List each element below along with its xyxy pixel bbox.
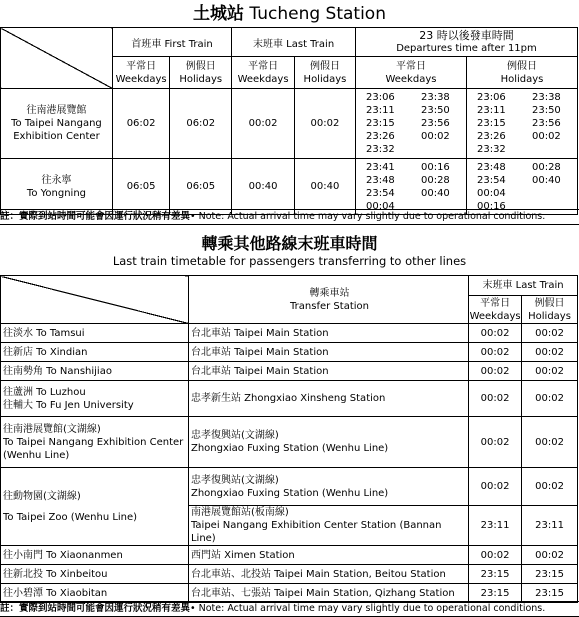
table-row xyxy=(1,417,578,468)
time: 00:16 xyxy=(420,162,450,173)
weekdays-zh: 平常日 xyxy=(248,60,279,72)
destination-line: To Taipei Zoo (Wenhu Line) xyxy=(3,511,138,523)
header-holidays xyxy=(522,296,578,324)
time: 23:50 xyxy=(420,105,450,116)
station-line: 忠孝復興站(文湖線) xyxy=(190,474,279,486)
first-holiday-time: 06:02 xyxy=(170,89,232,159)
destination: 往小碧潭 To Xiaobitan xyxy=(1,584,189,603)
weekdays-en: Weekdays xyxy=(469,310,521,322)
weekdays-zh: 平常日 xyxy=(126,60,157,72)
destination xyxy=(1,468,189,546)
time: 23:48 xyxy=(476,162,506,173)
time: 23:32 xyxy=(476,144,506,155)
header-after-11pm xyxy=(355,28,577,57)
header-first-train: 首班車 First Train xyxy=(112,28,231,57)
destination-line: (Wenhu Line) xyxy=(3,449,70,461)
direction-en: To Yongning xyxy=(26,187,86,199)
direction-zh: 往永寧 xyxy=(41,174,72,186)
holidays-zh: 例假日 xyxy=(309,60,340,72)
header-after-11pm-zh: 23 時以後發車時間 xyxy=(419,29,514,42)
transfer-station-en: Transfer Station xyxy=(290,300,369,312)
holiday-time: 00:02 xyxy=(522,468,578,506)
note-en: • Note: Actual arrival time may vary slightly due to operational conditions. xyxy=(190,211,546,222)
note-zh: 註：實際到站時間可能會因運行狀況稍有差異 xyxy=(0,603,191,614)
header-first-weekdays xyxy=(112,57,169,89)
weekdays-zh: 平常日 xyxy=(395,60,426,72)
header-weekdays xyxy=(469,296,522,324)
holidays-en: Holidays xyxy=(179,73,223,85)
after-weekday-times xyxy=(355,89,466,159)
holiday-time: 00:02 xyxy=(522,381,578,417)
holiday-time: 00:02 xyxy=(522,546,578,565)
transfer-station: 台北車站、北投站 Taipei Main Station, Beitou Station xyxy=(188,565,468,584)
header-transfer-station xyxy=(188,276,468,324)
transfer-station: 西門站 Ximen Station xyxy=(188,546,468,565)
direction-cell xyxy=(1,89,113,159)
transfer-station xyxy=(188,468,468,506)
transfer-station: 台北車站、七張站 Taipei Main Station, Qizhang Station xyxy=(188,584,468,603)
time: 23:11 xyxy=(476,105,506,116)
first-weekday-time: 06:02 xyxy=(112,89,169,159)
time: 00:02 xyxy=(420,131,450,142)
transfer-title-en: Last train timetable for passengers transferring to other lines xyxy=(112,254,467,268)
time: 23:26 xyxy=(365,131,395,142)
note-bottom xyxy=(0,601,579,617)
weekday-time: 23:15 xyxy=(469,584,522,603)
transfer-station xyxy=(188,417,468,468)
transfer-station xyxy=(188,506,468,546)
title-en: Tucheng Station xyxy=(249,4,386,24)
time: 23:15 xyxy=(476,118,506,129)
time: 23:54 xyxy=(476,175,506,186)
weekday-time: 23:15 xyxy=(469,565,522,584)
table-row xyxy=(1,324,578,343)
header-last-train: 末班車 Last Train xyxy=(469,276,578,296)
transfer-station-zh: 轉乘車站 xyxy=(309,287,350,299)
station-line: 忠孝復興站(文湖線) xyxy=(190,430,279,441)
header-after-holidays xyxy=(466,57,577,89)
note-zh: 註：實際到站時間可能會因運行狀況稍有差異 xyxy=(0,211,191,222)
table-row xyxy=(1,468,578,506)
after-weekday-times xyxy=(355,159,466,215)
table-row xyxy=(1,565,578,584)
holiday-time: 23:15 xyxy=(522,584,578,603)
holidays-en: Holidays xyxy=(528,310,571,322)
time: 00:40 xyxy=(420,188,450,199)
time xyxy=(421,143,466,156)
time: 23:26 xyxy=(476,131,506,142)
first-weekday-time: 06:05 xyxy=(112,159,169,215)
header-corner xyxy=(1,276,189,324)
holidays-zh: 例假日 xyxy=(534,297,565,309)
station-line: Zhongxiao Fuxing Station (Wenhu Line) xyxy=(190,487,389,499)
destination-line: 往輔大 To Fu Jen University xyxy=(3,399,134,411)
direction-en-2: Exhibition Center xyxy=(13,131,100,142)
time: 00:28 xyxy=(531,162,561,173)
last-holiday-time: 00:40 xyxy=(294,159,355,215)
time: 23:56 xyxy=(531,118,561,129)
time: 00:40 xyxy=(531,175,561,186)
table-row xyxy=(1,343,578,362)
destination: 往新北投 To Xinbeitou xyxy=(1,565,189,584)
weekday-time: 00:02 xyxy=(469,417,522,468)
station-line: 南港展覽館站(板南線) xyxy=(190,507,289,518)
transfer-station: 台北車站 Taipei Main Station xyxy=(188,324,468,343)
holiday-time: 00:02 xyxy=(522,343,578,362)
header-last-train: 末班車 Last Train xyxy=(232,28,356,57)
time: 23:54 xyxy=(365,188,395,199)
row-nangang xyxy=(1,89,578,159)
holidays-en: Holidays xyxy=(303,73,347,85)
time: 23:48 xyxy=(365,175,395,186)
destination xyxy=(1,381,189,417)
holidays-zh: 例假日 xyxy=(506,60,537,72)
destination-line: 往動物園(文湖線) xyxy=(3,490,81,502)
transfer-title-zh: 轉乘其他路線末班車時間 xyxy=(201,234,378,253)
weekday-time: 00:02 xyxy=(469,381,522,417)
time: 23:11 xyxy=(365,105,395,116)
holiday-time: 00:02 xyxy=(522,417,578,468)
station-line: Taipei Nangang Exhibition Center Station (Bannan Line) xyxy=(190,520,442,544)
header-corner xyxy=(1,28,113,89)
weekdays-zh: 平常日 xyxy=(480,297,511,309)
first-last-train-table xyxy=(0,27,578,215)
time: 23:06 xyxy=(365,92,395,103)
time: 23:56 xyxy=(420,118,450,129)
weekdays-en: Weekdays xyxy=(115,73,167,85)
destination: 往南勢角 To Nanshijiao xyxy=(1,362,189,381)
holiday-time: 00:02 xyxy=(522,324,578,343)
time: 00:04 xyxy=(476,188,506,199)
weekday-time: 00:02 xyxy=(469,343,522,362)
time xyxy=(532,187,577,200)
time: 23:32 xyxy=(365,144,395,155)
last-weekday-time: 00:40 xyxy=(232,159,295,215)
destination-line: To Taipei Nangang Exhibition Center xyxy=(3,436,184,448)
destination: 往新店 To Xindian xyxy=(1,343,189,362)
holiday-time: 23:11 xyxy=(522,506,578,546)
transfer-table xyxy=(0,275,578,603)
transfer-station: 台北車站 Taipei Main Station xyxy=(188,362,468,381)
header-after-11pm-en: Departures time after 11pm xyxy=(396,43,537,54)
time xyxy=(532,143,577,156)
row-yongning xyxy=(1,159,578,215)
table-row xyxy=(1,584,578,603)
destination-line: 往南港展覽館(文湖線) xyxy=(3,423,101,435)
direction-cell xyxy=(1,159,113,215)
header-after-weekdays xyxy=(355,57,466,89)
transfer-station: 忠孝新生站 Zhongxiao Xinsheng Station xyxy=(188,381,468,417)
transfer-station: 台北車站 Taipei Main Station xyxy=(188,343,468,362)
note-top xyxy=(0,209,579,225)
time: 23:06 xyxy=(476,92,506,103)
destination xyxy=(1,417,189,468)
destination: 往小南門 To Xiaonanmen xyxy=(1,546,189,565)
header-first-holidays xyxy=(170,57,232,89)
time: 00:16 xyxy=(476,201,506,212)
time: 23:50 xyxy=(531,105,561,116)
holidays-zh: 例假日 xyxy=(185,60,216,72)
after-holiday-times xyxy=(466,159,577,215)
table-row xyxy=(1,546,578,565)
time: 23:15 xyxy=(365,118,395,129)
weekday-time: 00:02 xyxy=(469,546,522,565)
first-holiday-time: 06:05 xyxy=(170,159,232,215)
weekdays-en: Weekdays xyxy=(237,73,289,85)
header-last-holidays xyxy=(294,57,355,89)
title-zh: 土城站 xyxy=(193,4,244,24)
holidays-en: Holidays xyxy=(500,73,544,85)
weekdays-en: Weekdays xyxy=(385,73,437,85)
note-en: • Note: Actual arrival time may vary slightly due to operational conditions. xyxy=(190,603,546,614)
header-last-weekdays xyxy=(232,57,295,89)
holiday-time: 23:15 xyxy=(522,565,578,584)
table-row xyxy=(1,381,578,417)
destination-line: 往蘆洲 To Luzhou xyxy=(3,386,86,398)
time: 23:41 xyxy=(365,162,395,173)
time: 00:04 xyxy=(365,201,395,212)
time: 23:38 xyxy=(531,92,561,103)
time: 23:38 xyxy=(420,92,450,103)
after-holiday-times xyxy=(466,89,577,159)
station-line: Zhongxiao Fuxing Station (Wenhu Line) xyxy=(190,443,389,454)
transfer-title xyxy=(0,234,579,268)
destination: 往淡水 To Tamsui xyxy=(1,324,189,343)
weekday-time: 00:02 xyxy=(469,468,522,506)
holiday-time: 00:02 xyxy=(522,362,578,381)
last-holiday-time: 00:02 xyxy=(294,89,355,159)
last-weekday-time: 00:02 xyxy=(232,89,295,159)
weekday-time: 23:11 xyxy=(469,506,522,546)
direction-zh: 往南港展覽館 xyxy=(26,105,87,116)
table-row xyxy=(1,362,578,381)
weekday-time: 00:02 xyxy=(469,324,522,343)
time: 00:02 xyxy=(531,131,561,142)
time: 00:28 xyxy=(420,175,450,186)
weekday-time: 00:02 xyxy=(469,362,522,381)
page-title xyxy=(0,0,579,25)
direction-en: To Taipei Nangang xyxy=(11,118,102,129)
